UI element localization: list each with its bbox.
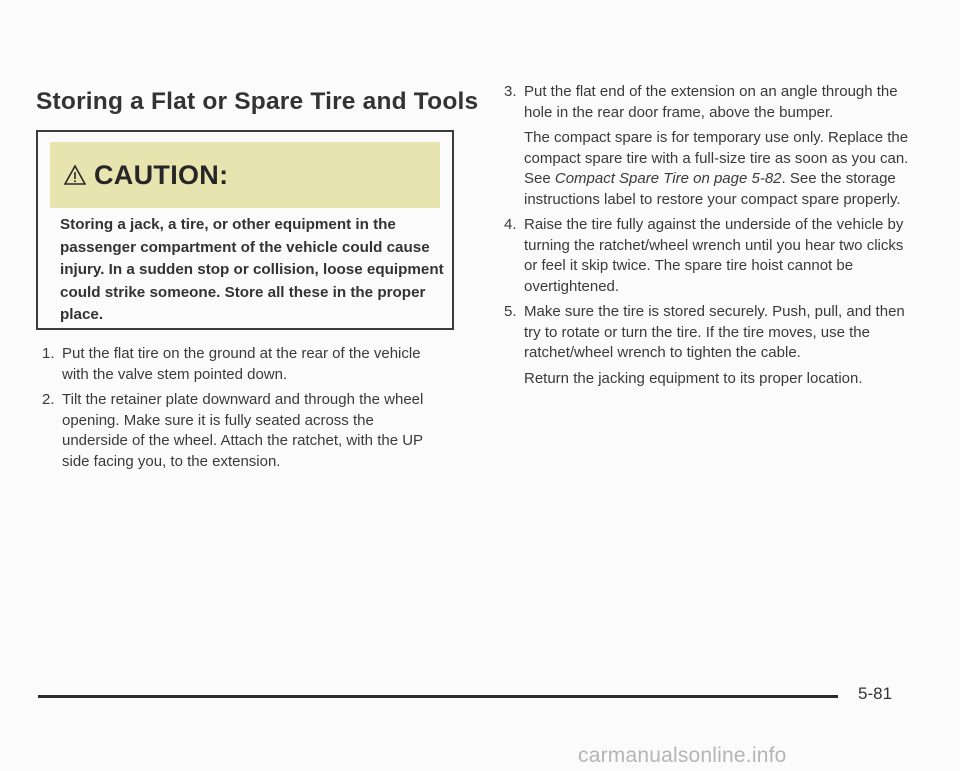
closing-note: Return the jacking equipment to its proper location. (524, 369, 863, 387)
steps-right-column (498, 82, 918, 394)
step-number: 3. (504, 83, 517, 100)
warning-triangle-icon (64, 164, 86, 186)
note-text: The compact spare is for temporary use only. Replace the compact spare tire with a full-size tire as soon as you can. See (524, 129, 909, 187)
compact-spare-tire-link[interactable]: Compact Spare Tire on page 5-82 (554, 170, 782, 187)
step-4 (498, 215, 918, 297)
step-text: Put the flat tire on the ground at the rear of the vehicle with the valve stem pointed down. (62, 345, 421, 383)
watermark: carmanualsonline.info (578, 744, 787, 767)
step-text: Put the flat end of the extension on an angle through the hole in the rear door frame, above the bumper. (524, 83, 898, 121)
caution-text: Storing a jack, a tire, or other equipment in the passenger compartment of the vehicle could cause injury. In a sudden stop or collision, loose equipment could strike someone. Store all these in the proper place. (60, 216, 444, 323)
footer-rule (38, 695, 838, 698)
page-number: 5-81 (858, 684, 893, 703)
page-title: Storing a Flat or Spare Tire and Tools (36, 88, 479, 115)
step-number: 4. (504, 216, 517, 233)
caution-box (36, 130, 454, 330)
step-2 (36, 390, 436, 472)
steps-left-column (36, 344, 436, 477)
step-text: Raise the tire fully against the underside of the vehicle by turning the ratchet/wheel wrench until you hear two clicks or feel it skip twice. The spare tire hoist cannot be overtightened. (524, 216, 904, 295)
caution-header (50, 142, 440, 208)
step-number: 2. (42, 391, 55, 408)
step-number: 5. (504, 303, 517, 320)
compact-spare-note (498, 128, 918, 210)
step-1 (36, 344, 436, 385)
step-number: 1. (42, 345, 55, 362)
note-text-end: . See the storage instructions label to restore your compact spare properly. (524, 170, 901, 208)
step-text: Tilt the retainer plate downward and through the wheel opening. Make sure it is fully seated across the underside of the wheel. Attach the ratchet, with the UP side facing you, to the extension. (62, 391, 424, 470)
step-text: Make sure the tire is stored securely. Push, pull, and then try to rotate or turn the tire. If the tire moves, use the ratchet/wheel wrench to tighten the cable. (524, 303, 905, 361)
step-5 (498, 302, 918, 364)
step-3 (498, 82, 918, 123)
caution-label: CAUTION: (94, 159, 229, 190)
